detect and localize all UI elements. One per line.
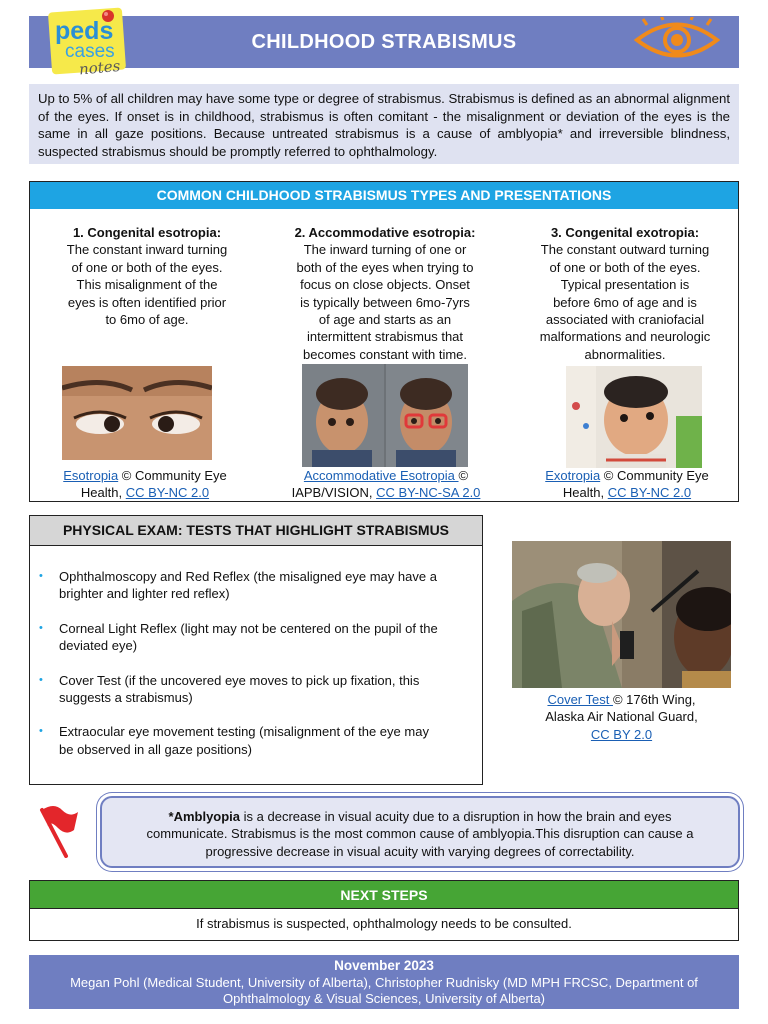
exam-test-list [30,546,482,758]
next-steps-header: NEXT STEPS [30,881,738,909]
list-item-line: brighter and lighter red reflex) [59,586,230,602]
credit-text: © Community Eye [118,468,227,483]
esotropia-photo [62,366,212,460]
list-item-line: be observed in all gaze positions) [59,741,252,757]
type-description-line: of one or both of the eyes. [71,259,223,275]
bullet-icon: • [39,725,43,738]
list-item-line: Cover Test (if the uncovered eye moves to pick up fixation, this [59,672,420,688]
authors-line: Ophthalmology & Visual Sciences, University of Alberta) [222,991,546,1006]
type-description-line: focus on close objects. Onset [300,277,470,293]
cover-test-credit [512,691,731,743]
logo-word-peds: peds [55,17,114,45]
type-title: 3. Congenital exotropia: [550,225,700,240]
type-description-line: abnormalities. [584,346,666,362]
credit-text: © Community Eye [600,468,709,483]
amblyopia-text: progressive decrease in visual acuity with varying degrees of correctability. [205,843,635,859]
type-description-line: intermittent strabismus that [306,329,464,345]
type-description-line: of age and starts as an [318,312,452,328]
accommodative-esotropia-credit [270,467,502,501]
red-flag-icon [36,802,80,858]
credit-text: Health, [562,485,608,500]
type-accommodative-esotropia [270,224,500,363]
logo-word-cases: cases [65,41,115,62]
cover-test-photo [512,541,731,688]
cover-test-license-link[interactable]: CC BY 2.0 [590,726,653,742]
type-title: 2. Accommodative esotropia: [294,225,476,240]
amblyopia-text: is a decrease in visual acuity due to a disruption in how the brain and eyes [240,809,672,824]
intro-paragraph: Up to 5% of all children may have some type or degree of strabismus. Strabismus is defined as an abnormal alignment of the eyes. If onset is in childhood, strabismus is often comitant - the misalignment or deviation of the eyes is the same in all gaze positions. Because untreated strabismus is a cause of amblyopia* and irreversible blindness, suspected strabismus should be promptly referred to ophthalmology. [29,84,739,164]
type-description-line: both of the eyes when trying to [296,259,474,275]
bullet-icon: • [39,570,43,582]
accommodative-esotropia-source-link[interactable]: Accommodative Esotropia [303,468,459,483]
credit-text: Health, [80,485,126,500]
type-description-line: associated with craniofacial [545,312,705,328]
exotropia-source-link[interactable]: Exotropia [545,468,601,483]
type-description-line: before 6mo of age and is [553,294,697,310]
next-steps-text: If strabismus is suspected, ophthalmology needs to be consulted. [196,916,572,931]
list-item-line: suggests a strabismus) [59,690,193,706]
exotropia-license-link[interactable]: CC BY-NC 2.0 [607,485,692,500]
type-description-line: This misalignment of the [76,277,218,293]
list-item [38,620,472,655]
amblyopia-callout [100,796,740,868]
exotropia-photo [566,366,702,468]
list-item-line: Ophthalmoscopy and Red Reflex (the misaligned eye may have a [59,569,437,584]
type-description-line: The constant inward turning [66,242,228,258]
credit-text: IAPB/VISION, [291,485,377,500]
exam-section-header: PHYSICAL EXAM: TESTS THAT HIGHLIGHT STRABISMUS [30,516,482,546]
list-item [38,568,472,603]
bullet-icon: • [39,621,43,634]
esotropia-credit [34,467,256,501]
accommodative-esotropia-photo [302,364,468,467]
type-congenital-esotropia [34,224,260,328]
authors-line: Megan Pohl (Medical Student, University of Alberta), Christopher Rudnisky (MD MPH FRCSC, Department of [70,974,698,990]
list-item-line: deviated eye) [59,638,138,654]
peds-cases-notes-logo [46,6,128,82]
type-description-line: is typically between 6mo-7yrs [300,294,470,310]
physical-exam-section [29,515,483,785]
cover-test-source-link[interactable]: Cover Test [547,692,613,707]
list-item [38,723,472,758]
logo-word-notes: notes [78,56,121,79]
next-steps-section [29,880,739,941]
type-description-line: eyes is often identified prior [67,294,227,310]
list-item [38,672,472,707]
eye-icon [633,17,721,63]
type-description-line: The inward turning of one or [303,242,467,258]
esotropia-source-link[interactable]: Esotropia [63,468,119,483]
accommodative-esotropia-license-link[interactable]: CC BY-NC-SA 2.0 [376,485,481,500]
type-description-line: to 6mo of age. [105,312,189,328]
credit-text: © [458,468,469,483]
type-description-line: Typical presentation is [560,277,690,293]
footer-banner [29,955,739,1009]
amblyopia-text: communicate. Strabismus is the most common cause of amblyopia.This disruption can cause a [146,826,694,842]
list-item-line: Extraocular eye movement testing (misalignment of the eye may [59,724,429,740]
types-section-header: COMMON CHILDHOOD STRABISMUS TYPES AND PRESENTATIONS [30,182,738,209]
page-title: CHILDHOOD STRABISMUS [251,31,517,53]
publication-date: November 2023 [334,958,434,973]
list-item-line: Corneal Light Reflex (light may not be centered on the pupil of the [59,620,438,636]
type-description-line: of one or both of the eyes. [549,259,701,275]
amblyopia-term: *Amblyopia [168,809,241,824]
credit-text: © 176th Wing, [612,692,696,707]
type-congenital-exotropia [512,224,738,363]
type-description-line: becomes constant with time. [302,346,468,362]
exotropia-credit [516,467,738,501]
type-description-line: The constant outward turning [540,242,710,258]
type-description-line: malformations and neurologic [539,329,711,345]
strabismus-types-section [29,181,739,502]
credit-text: Alaska Air National Guard, [545,709,698,725]
type-title: 1. Congenital esotropia: [72,225,222,240]
esotropia-license-link[interactable]: CC BY-NC 2.0 [125,485,210,500]
bullet-icon: • [39,673,43,686]
